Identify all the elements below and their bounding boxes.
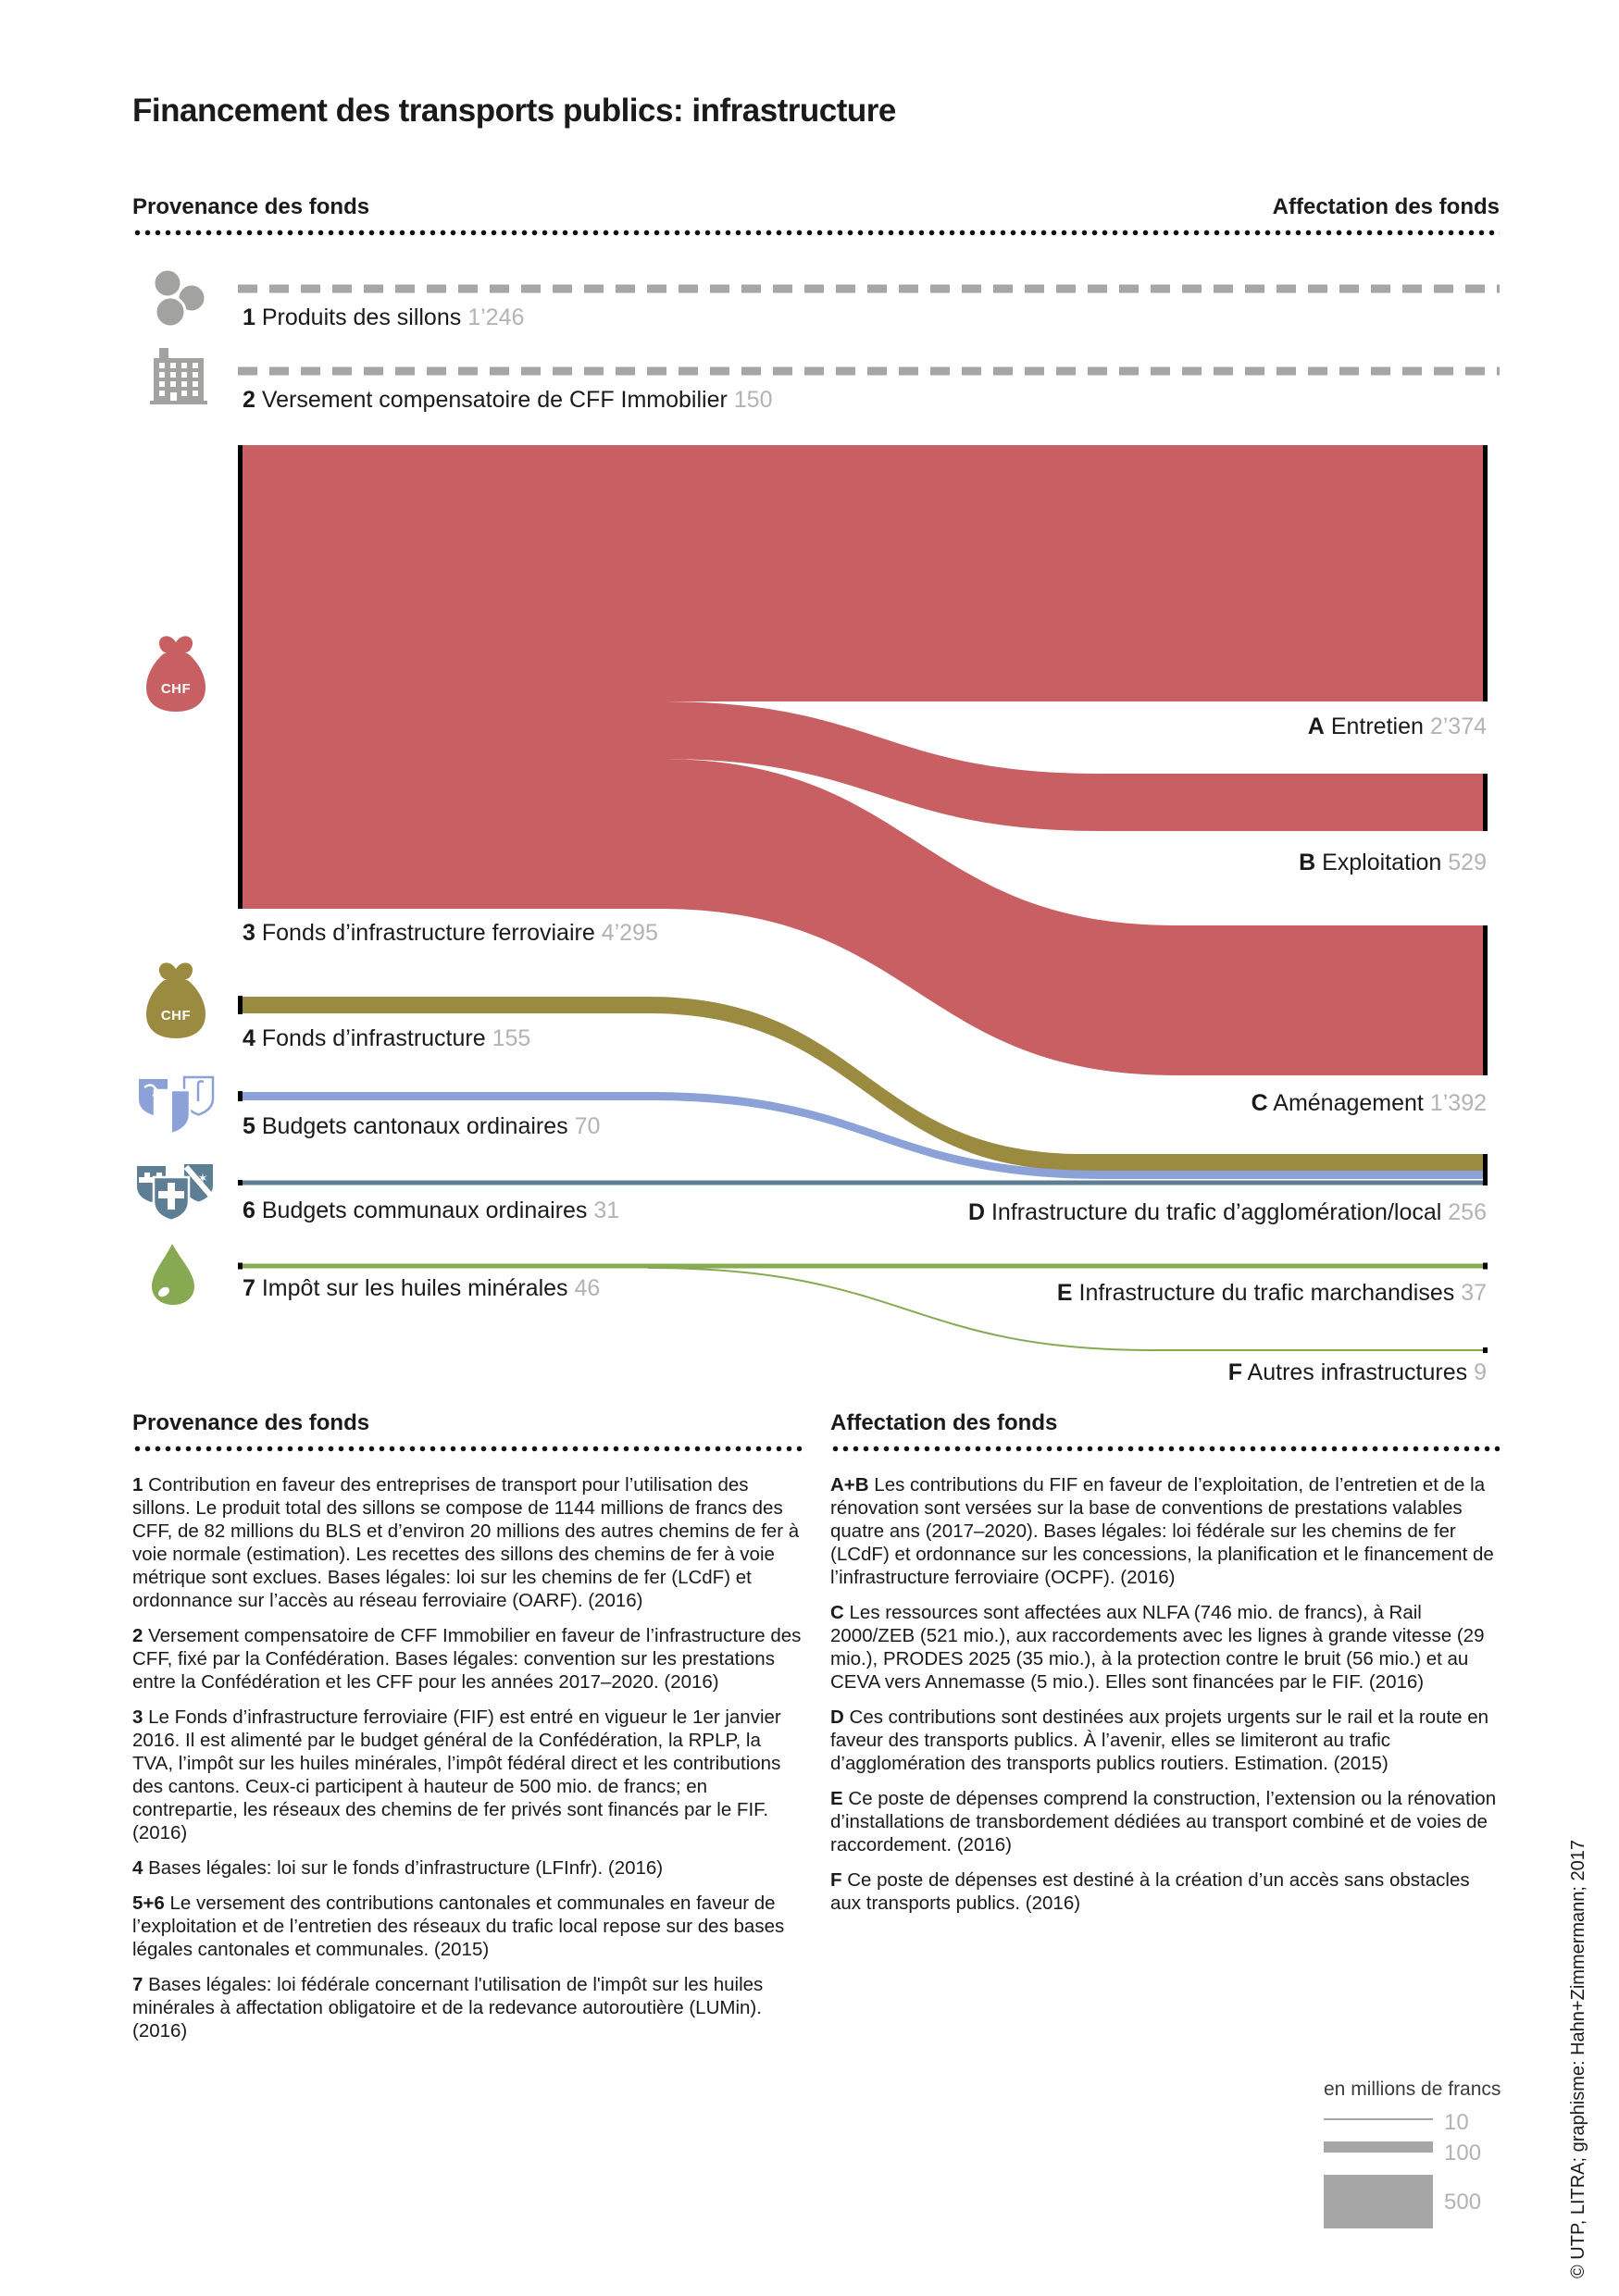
tick-left-5 bbox=[238, 1091, 243, 1101]
target-label-f: F Autres infrastructures 9 bbox=[1227, 1359, 1487, 1385]
cantonal-shields-icon bbox=[139, 1077, 213, 1134]
header-affectation: Affectation des fonds bbox=[1272, 194, 1500, 219]
note-paragraph: 1 Contribution en faveur des entreprises de transport pour l’utilisation des sillons. Le produit total des sillons se compose de 1144 millions de francs des CFF, de 82 millions du BLS et d’environ 20 millions des autres chemins de fer à voie normale (estimation). Les recettes des sillons des chemins de fer à voie métrique sont exclues. Bases légales: loi sur les chemins de fer (LCdF) et ordonnance sur l’accès au réseau ferroviaire (OARF). (2016) bbox=[132, 1474, 800, 1611]
note-paragraph: E Ce poste de dépenses comprend la construction, l’extension ou la rénovation d’installations de transbordement dédiées au transport combiné et de voies de raccordement. (2016) bbox=[830, 1788, 1497, 1855]
target-label-a: A Entretien 2’374 bbox=[1307, 714, 1487, 739]
note-paragraph: 5+6 Le versement des contributions cantonales et communales en faveur de l’exploitation et de l’entretien des réseaux du trafic local repose sur des bases légales cantonales et communales. (2015) bbox=[132, 1893, 785, 1960]
legend-swatch-10 bbox=[1324, 2118, 1433, 2120]
source-label-4: 4 Fonds d’infrastructure 155 bbox=[243, 1025, 531, 1051]
coins-icon bbox=[154, 269, 205, 327]
target-label-e: E Infrastructure du trafic marchandises 37 bbox=[1056, 1280, 1487, 1306]
svg-text:✶: ✶ bbox=[197, 1172, 208, 1186]
money-bag-red-icon bbox=[146, 636, 205, 712]
copyright-credit: © UTP, LITRA; graphisme: Hahn+Zimmermann; 2017 bbox=[1568, 1839, 1588, 2278]
notes-right-dotted-rule bbox=[830, 1446, 1500, 1452]
tick-right-e bbox=[1483, 1263, 1488, 1270]
note-paragraph: 3 Le Fonds d’infrastructure ferroviaire (FIF) est entré en vigueur le 1er janvier 2016. Il est alimenté par le budget général de la Confédération, la RPLP, la TVA, l’impôt sur les huiles minérales, l’impôt fédéral direct et les contributions des cantons. Ceux-ci participent à hauteur de 500 mio. de francs; en contrepartie, les réseaux des chemins de fer privés sont financés par le FIF. (2016) bbox=[132, 1706, 781, 1843]
legend-swatch-100 bbox=[1324, 2141, 1433, 2153]
notes-right-header: Affectation des fonds bbox=[830, 1410, 1058, 1435]
note-paragraph: 2 Versement compensatoire de CFF Immobilier en faveur de l’infrastructure des CFF, fixé par la Confédération. Bases légales: convention sur les prestations entre la Confédération et les CFF pour les années 2017–2020. (2016) bbox=[132, 1625, 802, 1693]
page-title: Financement des transports publics: infrastructure bbox=[132, 93, 896, 129]
header-dotted-rule bbox=[132, 230, 1500, 236]
notes-left-column bbox=[132, 1473, 802, 2054]
notes-left-dotted-rule bbox=[132, 1446, 802, 1452]
svg-text:CHF: CHF bbox=[160, 1008, 192, 1024]
legend-title: en millions de francs bbox=[1324, 2079, 1501, 2100]
tick-left-4 bbox=[238, 996, 243, 1014]
target-label-c: C Aménagement 1’392 bbox=[1251, 1090, 1487, 1116]
oil-drop-icon bbox=[152, 1244, 194, 1305]
source-label-2: 2 Versement compensatoire de CFF Immobilier 150 bbox=[243, 387, 773, 413]
tick-right-b bbox=[1483, 774, 1488, 831]
legend-swatch-500 bbox=[1324, 2175, 1433, 2228]
note-paragraph: D Ces contributions sont destinées aux projets urgents sur le rail et la route en faveur des transports publics. À l’avenir, elles se limiteront au trafic d’agglomération des transports publics routiers. Estimation. (2015) bbox=[830, 1706, 1489, 1774]
note-paragraph: 7 Bases légales: loi fédérale concernant l'utilisation de l'impôt sur les huiles minérales à affectation obligatoire et de la redevance autoroutière (LUMin). (2016) bbox=[132, 1974, 764, 2042]
svg-text:CHF: CHF bbox=[160, 681, 192, 697]
tick-right-a bbox=[1483, 445, 1488, 701]
tick-left-3 bbox=[238, 445, 243, 909]
communal-shields-icon bbox=[137, 1164, 213, 1221]
tick-left-6 bbox=[238, 1180, 243, 1185]
tick-right-c bbox=[1483, 925, 1488, 1075]
note-paragraph: C Les ressources sont affectées aux NLFA (746 mio. de francs), à Rail 2000/ZEB (521 mio.), aux raccordements avec les lignes à grande vitesse (29 mio.), PRODES 2025 (35 mio.), à la protection contre le bruit (56 mio.) et au CEVA vers Annemasse (5 mio.). Elles sont financées par le FIF. (2016) bbox=[830, 1602, 1485, 1693]
legend-value-100: 100 bbox=[1444, 2141, 1482, 2166]
note-paragraph: A+B Les contributions du FIF en faveur de l’exploitation, de l’entretien et de la rénovation sont versées sur la base de conventions de prestations valables quatre ans (2017–2020). Bases légales: loi fédérale sur les chemins de fer (LCdF) et ordonnance sur les concessions, la planification et le financement de l’infrastructure ferroviaire (OCPF). (2016) bbox=[830, 1474, 1494, 1588]
flow-6-to-d bbox=[243, 1181, 1483, 1185]
header-provenance: Provenance des fonds bbox=[132, 194, 370, 219]
legend-value-10: 10 bbox=[1444, 2110, 1469, 2135]
source-label-1: 1 Produits des sillons 1’246 bbox=[243, 304, 525, 330]
legend-value-500: 500 bbox=[1444, 2190, 1482, 2215]
target-label-d: D Infrastructure du trafic d’agglomération/local 256 bbox=[967, 1199, 1487, 1225]
notes-right-column bbox=[830, 1473, 1500, 1927]
tick-right-d bbox=[1483, 1154, 1488, 1185]
source-label-3: 3 Fonds d’infrastructure ferroviaire 4’295 bbox=[243, 920, 658, 946]
source-label-5: 5 Budgets cantonaux ordinaires 70 bbox=[243, 1113, 601, 1139]
source-label-7: 7 Impôt sur les huiles minérales 46 bbox=[243, 1275, 601, 1301]
target-label-b: B Exploitation 529 bbox=[1299, 850, 1487, 875]
tick-right-f bbox=[1483, 1347, 1488, 1353]
money-bag-olive-icon bbox=[146, 962, 205, 1038]
source-label-6: 6 Budgets communaux ordinaires 31 bbox=[243, 1198, 620, 1223]
building-icon bbox=[150, 348, 207, 404]
note-paragraph: 4 Bases légales: loi sur le fonds d’infrastructure (LFInfr). (2016) bbox=[132, 1857, 664, 1879]
notes-left-header: Provenance des fonds bbox=[132, 1410, 370, 1435]
flow-3-to-a bbox=[243, 445, 1483, 701]
flow-7-to-e bbox=[243, 1264, 1483, 1269]
note-paragraph: F Ce poste de dépenses est destiné à la création d’un accès sans obstacles aux transports publics. (2016) bbox=[830, 1869, 1470, 1914]
tick-left-7 bbox=[238, 1263, 243, 1270]
